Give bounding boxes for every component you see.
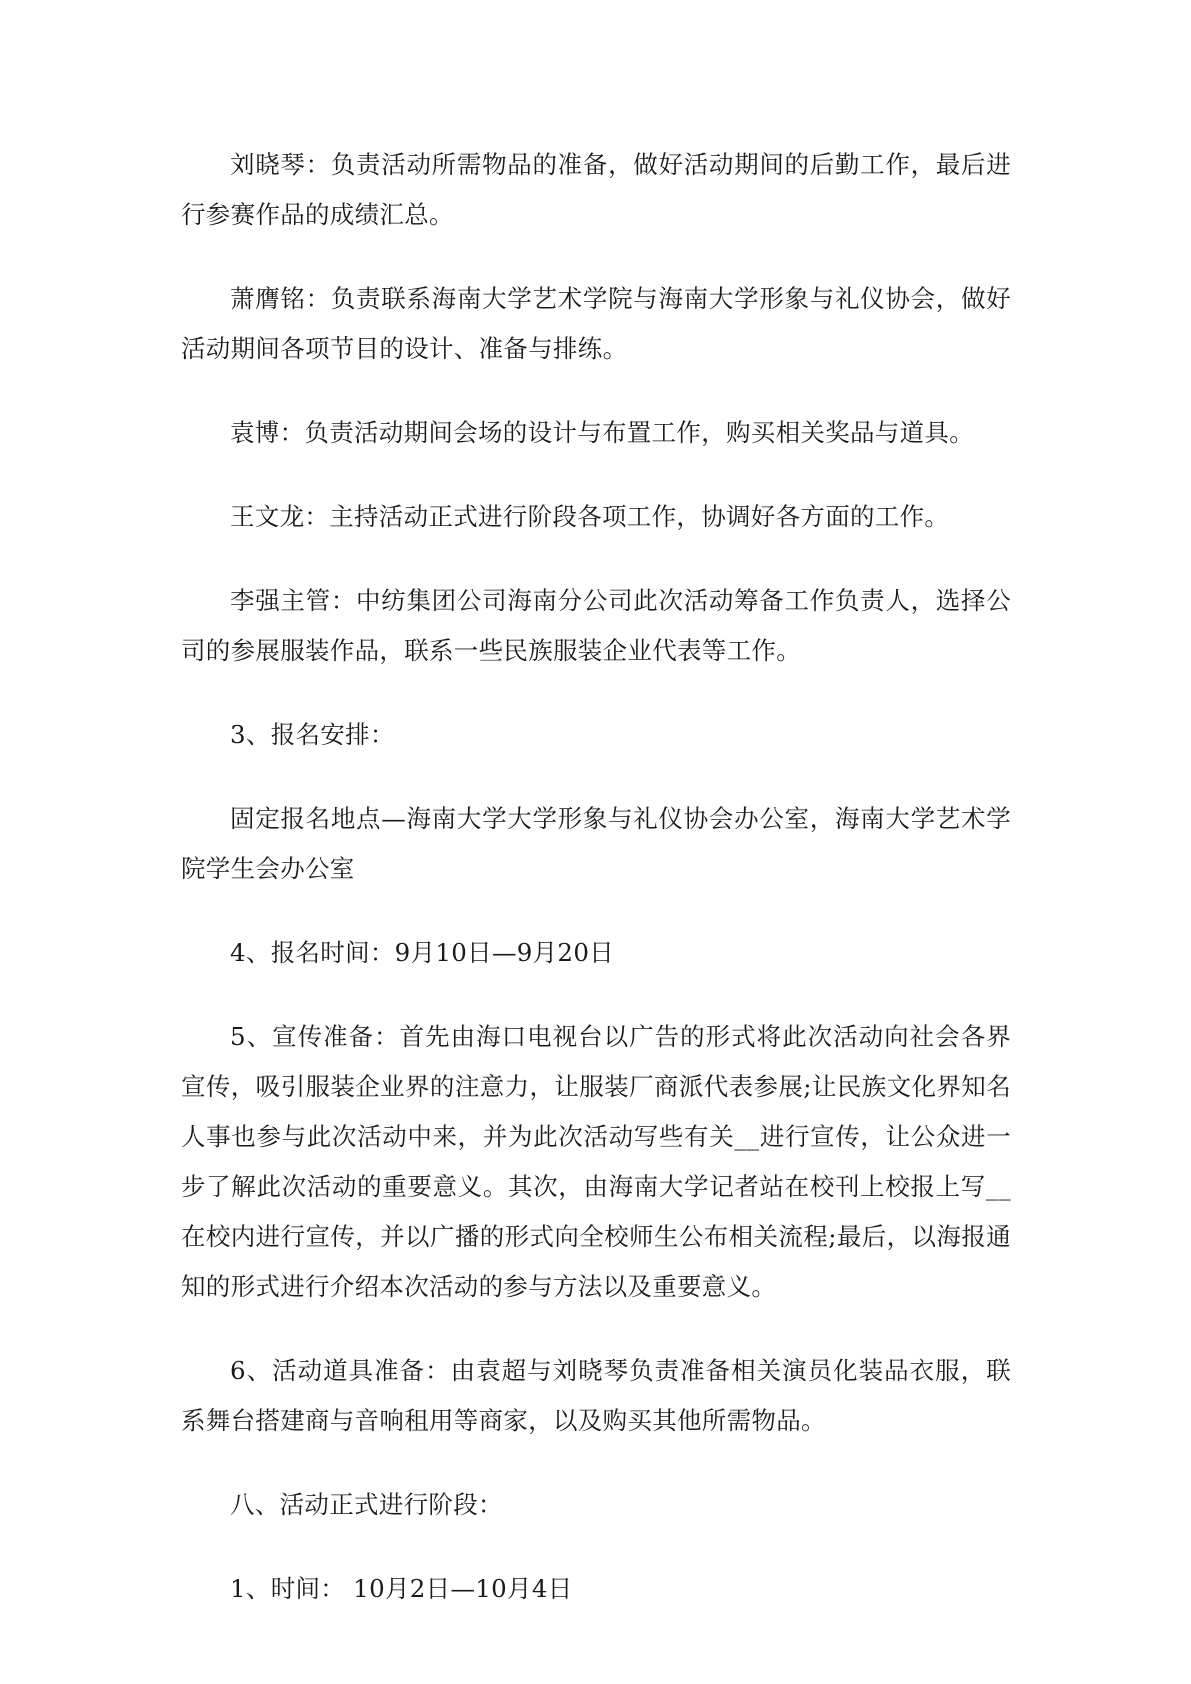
paragraph-li-qiang: 李强主管：中纺集团公司海南分公司此次活动筹备工作负责人，选择公司的参展服装作品，联系一些民族服装企业代表等工作。 — [181, 586, 1011, 665]
paragraph-xiao-yingming: 萧膺铭：负责联系海南大学艺术学院与海南大学形象与礼仪协会，做好活动期间各项节目的设计、准备与排练。 — [181, 284, 1011, 363]
paragraph-wang-wenlong: 王文龙：主持活动正式进行阶段各项工作，协调好各方面的工作。 — [230, 502, 950, 531]
paragraph-liu-xiaoqin: 刘晓琴：负责活动所需物品的准备，做好活动期间的后勤工作，最后进行参赛作品的成绩汇总。 — [181, 150, 1011, 229]
paragraph-publicity-preparation: 5、宣传准备：首先由海口电视台以广告的形式将此次活动向社会各界宣传，吸引服装企业界的注意力，让服装厂商派代表参展;让民族文化界知名人事也参与此次活动中来，并为此次活动写些有关__进行宣传，让公众进一步了解此次活动的重要意义。其次，由海南大学记者站在校刊上校报上写__在校内进行宣传，并以广播的形式向全校师生公布相关流程;最后，以海报通知的形式进行介绍本次活动的参与方法以及重要意义。 — [181, 1022, 1011, 1301]
paragraph-registration-time: 4、报名时间：9月10日—9月20日 — [230, 938, 615, 967]
paragraph-props-preparation: 6、活动道具准备：由袁超与刘晓琴负责准备相关演员化装品衣服，联系舞台搭建商与音响租用等商家，以及购买其他所需物品。 — [181, 1356, 1011, 1435]
heading-formal-stage: 八、活动正式进行阶段： — [230, 1490, 503, 1519]
document-body — [181, 140, 1011, 1614]
paragraph-event-time: 1、时间： 10月2日—10月4日 — [230, 1574, 573, 1603]
paragraph-registration-location: 固定报名地点—海南大学大学形象与礼仪协会办公室，海南大学艺术学院学生会办公室 — [181, 804, 1011, 883]
heading-registration-arrangement: 3、报名安排： — [230, 720, 395, 749]
paragraph-yuan-bo: 袁博：负责活动期间会场的设计与布置工作，购买相关奖品与道具。 — [230, 418, 974, 447]
